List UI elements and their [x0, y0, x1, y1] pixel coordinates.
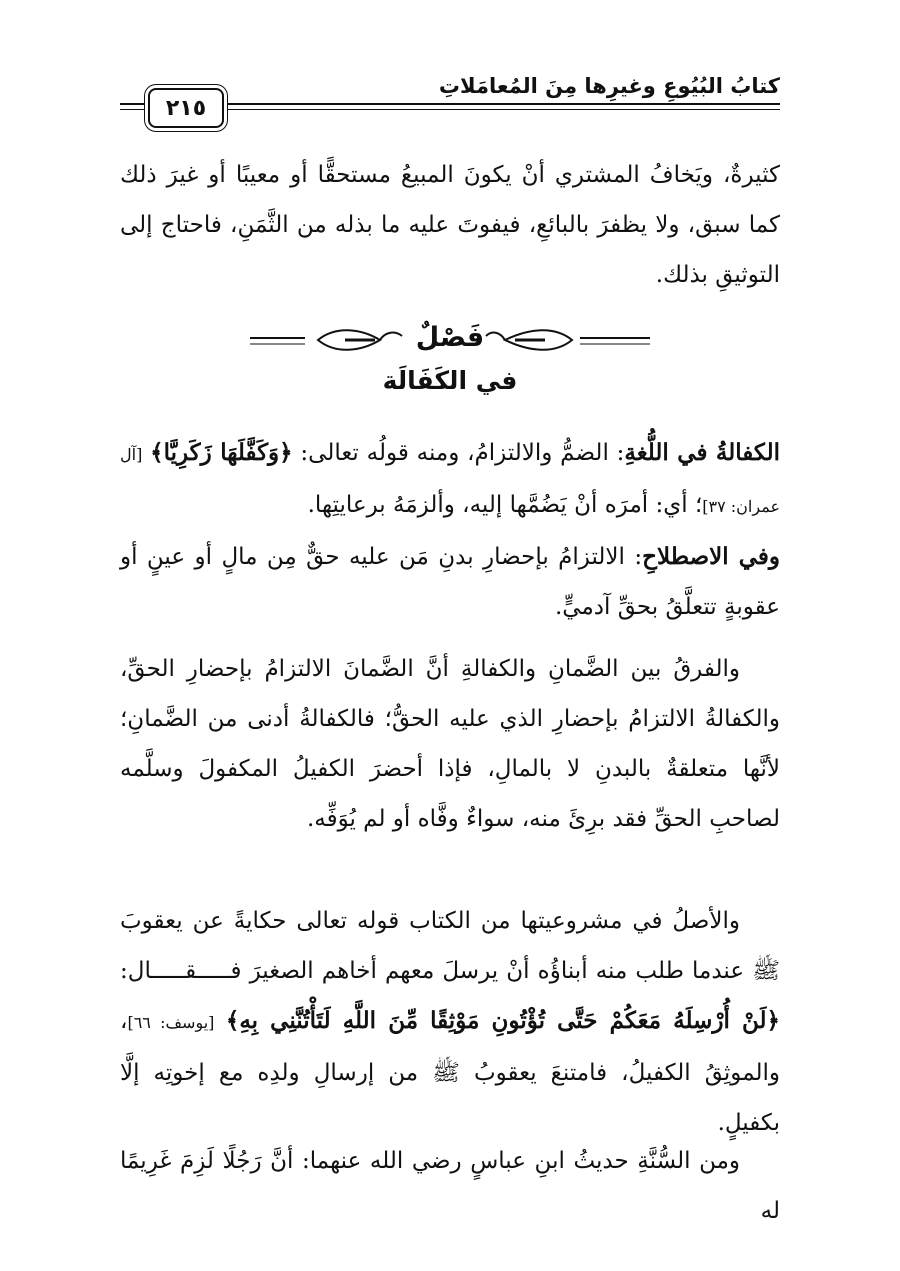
paragraph-intro — [120, 150, 780, 300]
paragraph-difference — [120, 644, 780, 844]
paragraph-evidence-book — [120, 896, 780, 1148]
term-technical: وفي الاصطلاحِ — [642, 543, 780, 570]
section-divider — [0, 318, 900, 366]
p2-text-b: ؛ أي: أمرَه أنْ يَضُمَّها إليه، وألزمَهُ برعايتِها. — [307, 492, 703, 518]
paragraph-definition-term — [120, 532, 780, 632]
paragraph-intro-text: كثيرةٌ، ويَخافُ المشتري أنْ يكونَ المبيعُ مستحقًّا أو معيبًا أو غيرَ ذلك كما سبق، ولا يظفرَ بالبائعِ، فيفوتَ عليه ما بذله من الثَّمَنِ، فاحتاج إلى التوثيقِ بذلك. — [120, 162, 780, 288]
page-number: ٢١٥ — [165, 95, 207, 121]
quran-verse-1: ﴿وَكَفَّلَهَا زَكَرِيَّا﴾ — [150, 439, 293, 466]
page-number-frame — [148, 88, 224, 128]
p5-text-b: ، والموثِقُ الكفيلُ، فامتنعَ يعقوبُ ﷺ من إرسالِ ولدِه مع إخوتِه إلَّا بكفيلٍ. — [120, 1008, 780, 1136]
quran-verse-2: ﴿لَنْ أُرْسِلَهُ مَعَكُمْ حَتَّى تُؤْتُونِ مَوْثِقًا مِّنَ اللَّهِ لَتَأْتُنَّنِي بِهِ﴾ — [225, 1007, 780, 1034]
p5-text-a: والأصلُ في مشروعيتها من الكتاب قوله تعالى حكايةً عن يعقوبَ ﷺ عندما طلب منه أبناؤُه أنْ يرسلَ معهم أخاهم الصغيرَ فـــــقـــــال: — [120, 908, 780, 984]
p6-text: ومن السُّنَّةِ حديثُ ابنِ عباسٍ رضي الله عنهما: أنَّ رَجُلًا لَزِمَ غَرِيمًا له — [120, 1148, 780, 1224]
running-header-title: كتابُ البُيُوعِ وغيرِها مِنَ المُعامَلاتِ — [438, 74, 780, 98]
paragraph-definition-language — [120, 428, 780, 532]
p4-text: والفرقُ بين الضَّمانِ والكفالةِ أنَّ الضَّمانَ الالتزامُ بإحضارِ الحقِّ، والكفالةُ الالتزامُ بإحضارِ الذي عليه الحقُّ؛ فالكفالةُ أدنى من الضَّمانِ؛ لأنَّها متعلقةٌ بالبدنِ لا بالمالِ، فإذا أحضرَ الكفيلُ المكفولَ وسلَّمه لصاحبِ الحقِّ فقد برِئَ منه، سواءٌ وفَّاه أو لم يُوَفِّه. — [120, 656, 780, 832]
fasl-label: فَصْلٌ — [415, 322, 485, 353]
p2-text-a: : الضمُّ والالتزامُ، ومنه قولُه تعالى: — [292, 440, 625, 466]
term-language: الكفالةُ في اللُّغةِ — [624, 439, 781, 466]
paragraph-evidence-sunnah — [120, 1136, 780, 1236]
verse-reference-2: [يوسف: ٦٦] — [127, 1013, 215, 1032]
verse-reference-1: [آل عمران: ٣٧] — [120, 445, 780, 516]
section-title: في الكَفَالَة — [382, 366, 518, 395]
p3-text: : الالتزامُ بإحضارِ بدنِ مَن عليه حقٌّ مِن مالٍ أو عينٍ أو عقوبةٍ تتعلَّقُ بحقِّ آدميٍّ. — [120, 544, 780, 620]
